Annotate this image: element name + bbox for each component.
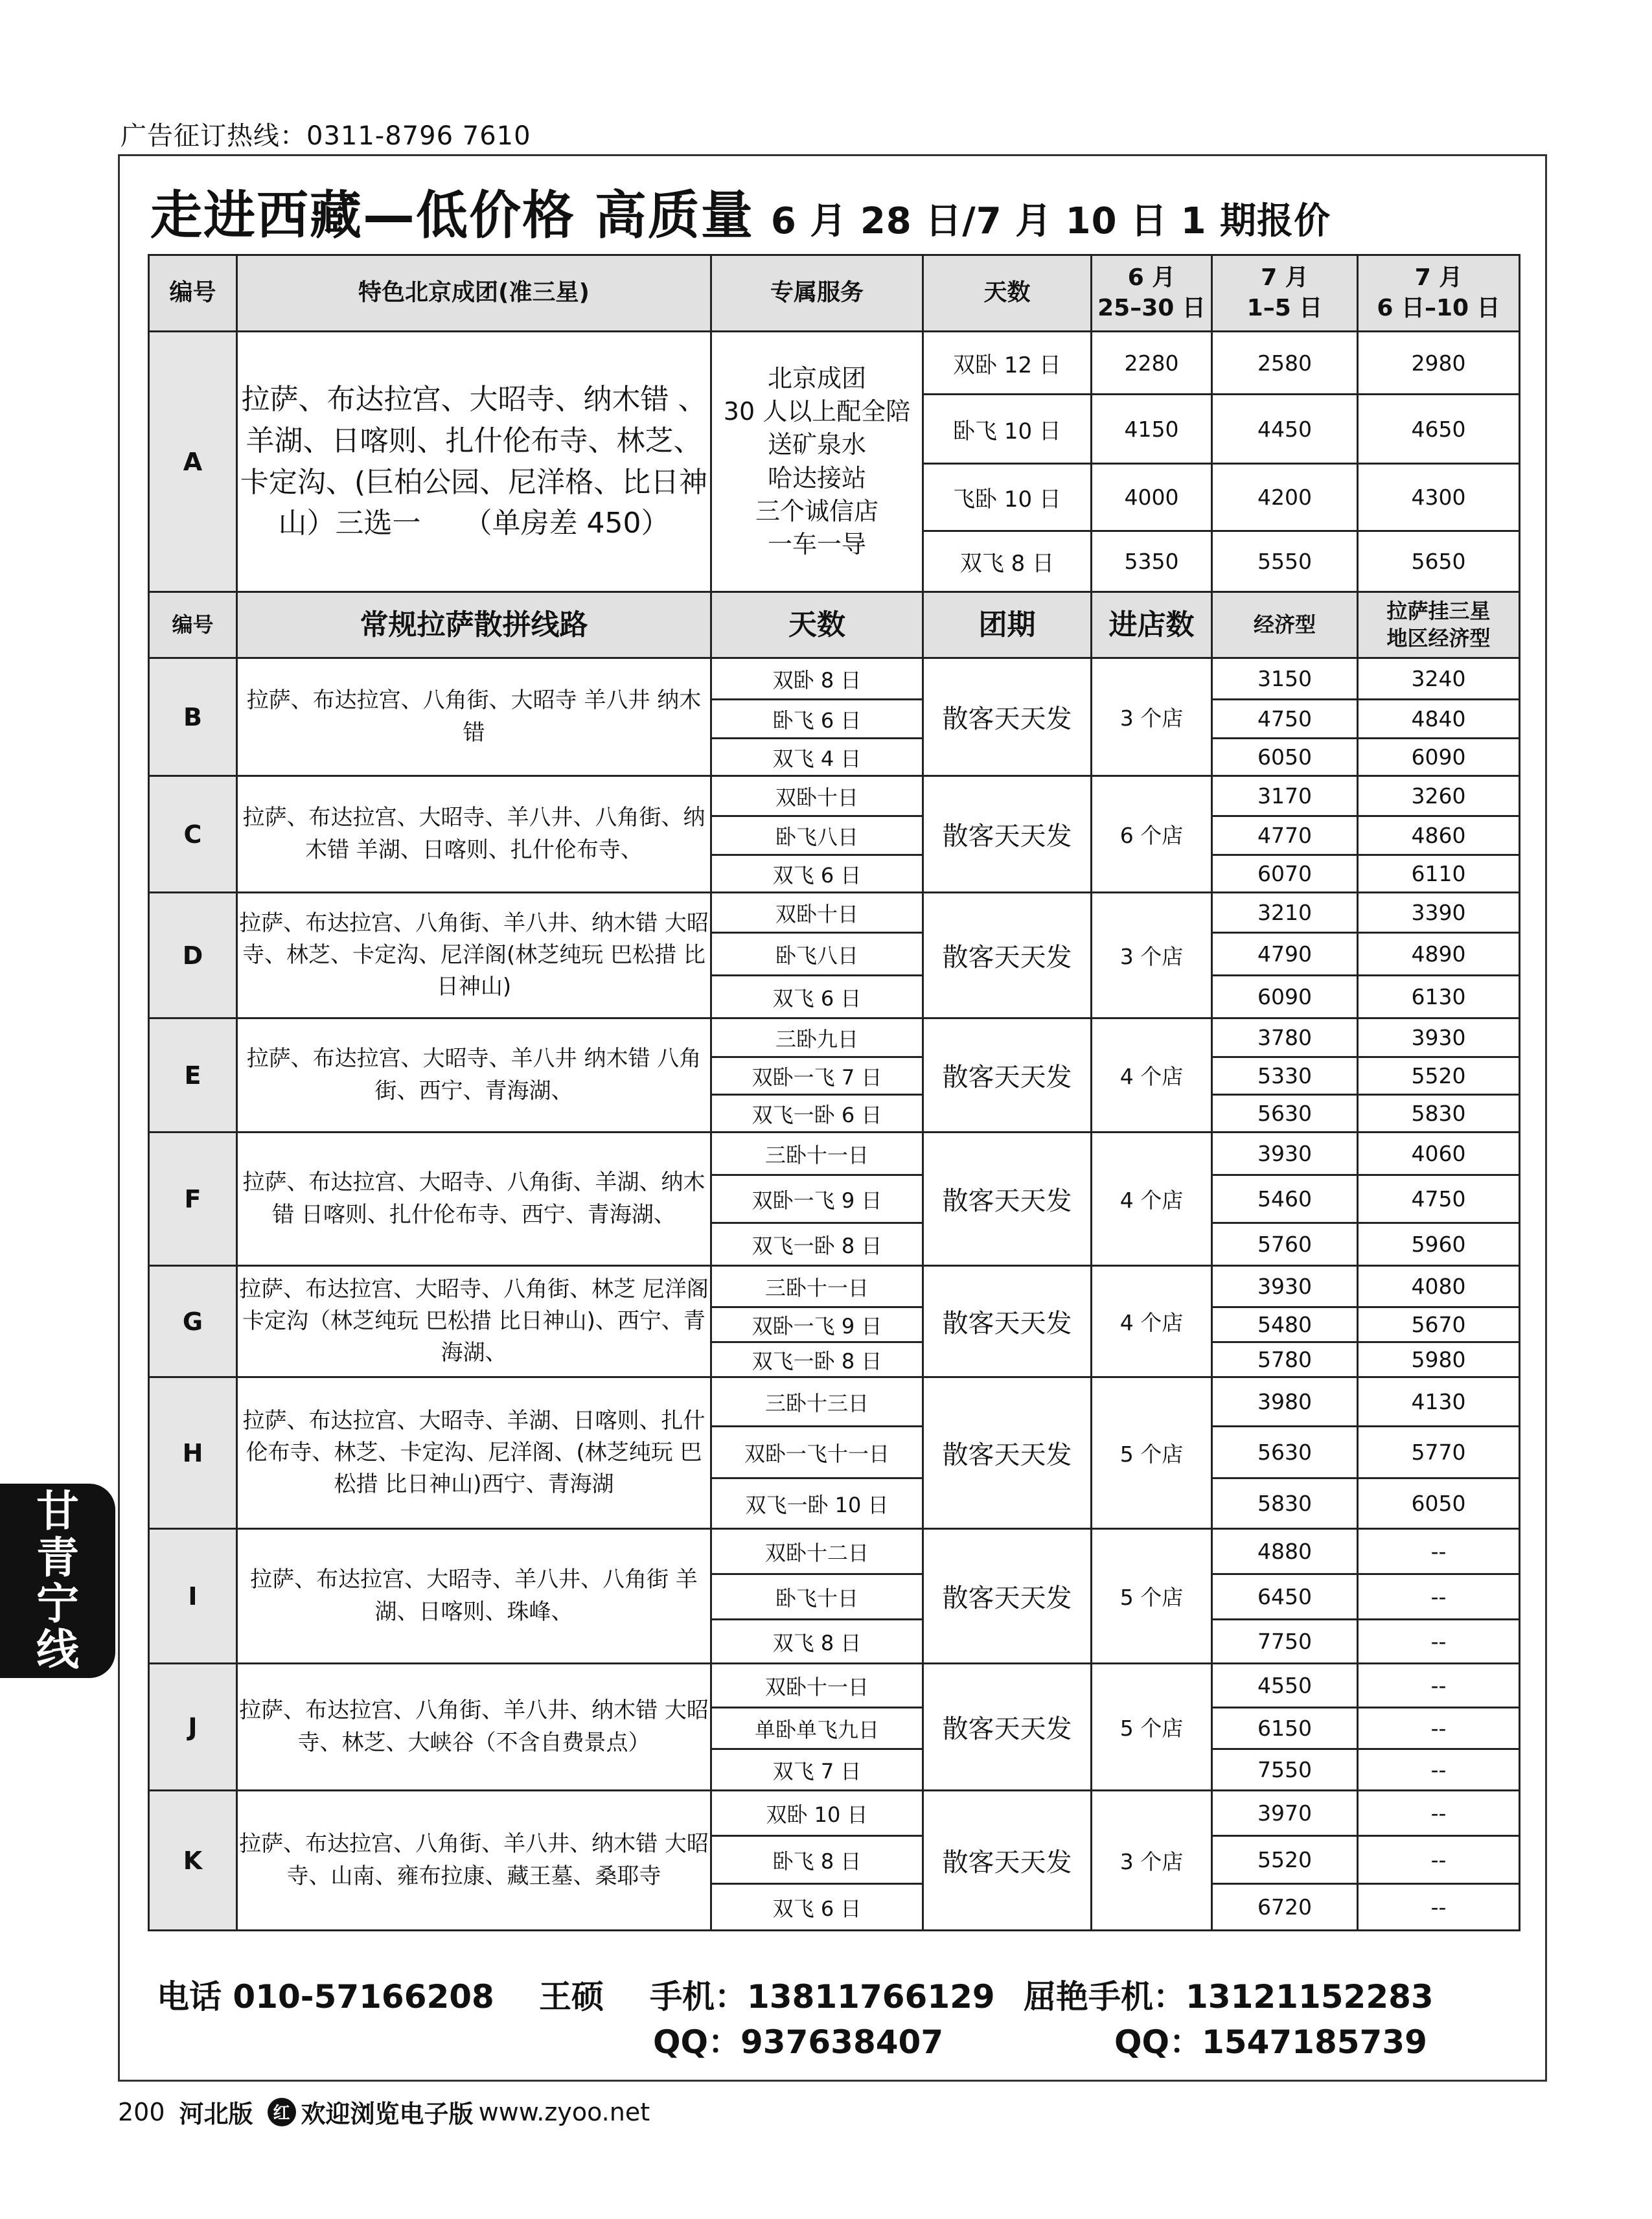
header-code: 编号: [149, 592, 237, 658]
schedule-cell: 散客天天发: [923, 776, 1092, 893]
economy-price-cell: 7750: [1212, 1620, 1358, 1664]
page-title: [150, 174, 1331, 248]
three-star-price-cell: 3930: [1358, 1018, 1520, 1057]
group-route: 拉萨、布达拉宫、大昭寺、八角街、林芝 尼洋阁卡定沟（林芝纯玩 巴松措 比日神山)、西宁、青海湖、: [237, 1266, 711, 1377]
header-three-star: [1358, 592, 1520, 658]
service-item: 30 人以上配全陪: [723, 397, 911, 426]
schedule-cell: 散客天天发: [923, 658, 1092, 776]
three-star-price-cell: 5670: [1358, 1307, 1520, 1342]
header-three-star-line-2: 地区经济型: [1386, 625, 1491, 650]
contact-qq-2: QQ：1547185739: [1114, 2023, 1427, 2061]
schedule-cell: 散客天天发: [923, 1529, 1092, 1664]
title-sub: 6 月 28 日/7 月 10 日 1 期报价: [770, 200, 1331, 242]
ad-hotline: 广告征订热线：0311-8796 7610: [120, 121, 531, 151]
shops-cell: 5 个店: [1092, 1664, 1212, 1791]
header-period-2-line-2: 1–5 日: [1246, 294, 1323, 321]
economy-price-cell: 3980: [1212, 1377, 1358, 1427]
header-period-1-line-1: 6 月: [1127, 264, 1176, 291]
days-cell: 双飞一卧 6 日: [711, 1095, 923, 1132]
schedule-cell: 散客天天发: [923, 893, 1092, 1018]
three-star-price-cell: 6110: [1358, 855, 1520, 893]
days-cell: 双飞 6 日: [711, 1884, 923, 1931]
economy-price-cell: 7550: [1212, 1749, 1358, 1791]
days-cell: 双飞 6 日: [711, 976, 923, 1018]
header-economy: 经济型: [1212, 592, 1358, 658]
economy-price-cell: 3780: [1212, 1018, 1358, 1057]
economy-price-cell: 4770: [1212, 816, 1358, 855]
header-days: 天数: [923, 255, 1092, 332]
shops-cell: 3 个店: [1092, 658, 1212, 776]
days-cell: 卧飞 6 日: [711, 700, 923, 739]
header-period-2: [1212, 255, 1358, 332]
group-row: [149, 658, 1520, 700]
table-a-header-row: [149, 255, 1520, 332]
days-cell: 双卧一飞 7 日: [711, 1057, 923, 1095]
service-item: 北京成团: [767, 363, 866, 393]
economy-price-cell: 5830: [1212, 1478, 1358, 1529]
group-route: 拉萨、布达拉宫、八角街、羊八井、纳木错 大昭寺、山南、雍布拉康、藏王墓、桑耶寺: [237, 1791, 711, 1931]
group-route: 拉萨、布达拉宫、大昭寺、羊湖、日喀则、扎什伦布寺、林芝、卡定沟、尼洋阁、(林芝纯玩 巴松措 比日神山)西宁、青海湖: [237, 1377, 711, 1529]
three-star-price-cell: 5980: [1358, 1342, 1520, 1377]
header-period-3-line-2: 6 日–10 日: [1377, 294, 1500, 321]
days-cell: 双卧 12 日: [923, 332, 1092, 395]
group-route: 拉萨、布达拉宫、大昭寺、羊八井、八角街 羊湖、日喀则、珠峰、: [237, 1529, 711, 1664]
three-star-price-cell: 5520: [1358, 1057, 1520, 1095]
website-link[interactable]: www.zyoo.net: [478, 2097, 650, 2126]
three-star-price-cell: 3260: [1358, 776, 1520, 816]
three-star-price-cell: --: [1358, 1836, 1520, 1884]
group-code: H: [149, 1377, 237, 1529]
three-star-price-cell: 4750: [1358, 1175, 1520, 1223]
header-period-1: [1092, 255, 1212, 332]
group-code: A: [149, 332, 237, 592]
header-period-3: [1358, 255, 1520, 332]
days-cell: 双卧十二日: [711, 1529, 923, 1574]
economy-price-cell: 5520: [1212, 1836, 1358, 1884]
economy-price-cell: 5330: [1212, 1057, 1358, 1095]
page-footer: [118, 2094, 650, 2130]
group-route: 拉萨、布达拉宫、八角街、羊八井、纳木错 大昭寺、林芝、卡定沟、尼洋阁(林芝纯玩 巴松措 比日神山): [237, 893, 711, 1018]
contact-phone: 电话 010-57166208: [157, 1978, 494, 2016]
header-period-3-line-1: 7 月: [1414, 264, 1463, 291]
days-cell: 卧飞八日: [711, 816, 923, 855]
group-route: 拉萨、布达拉宫、大昭寺、羊八井、八角街、纳木错 羊湖、日喀则、扎什伦布寺、: [237, 776, 711, 893]
three-star-price-cell: 3240: [1358, 658, 1520, 700]
days-cell: 双卧一飞 9 日: [711, 1175, 923, 1223]
shops-cell: 4 个店: [1092, 1266, 1212, 1377]
price-cell: 2980: [1358, 332, 1520, 395]
shops-cell: 3 个店: [1092, 893, 1212, 1018]
price-cell: 5650: [1358, 531, 1520, 592]
three-star-price-cell: --: [1358, 1791, 1520, 1836]
days-cell: 卧飞 10 日: [923, 395, 1092, 464]
schedule-cell: 散客天天发: [923, 1132, 1092, 1266]
header-schedule: 团期: [923, 592, 1092, 658]
price-cell: 4000: [1092, 464, 1212, 531]
group-row: [149, 1132, 1520, 1175]
three-star-price-cell: 6090: [1358, 739, 1520, 776]
group-route: 拉萨、布达拉宫、八角街、大昭寺 羊八井 纳木错: [237, 658, 711, 776]
contact-name-1: 王硕: [539, 1978, 604, 2016]
economy-price-cell: 5460: [1212, 1175, 1358, 1223]
header-route: 特色北京成团(准三星): [237, 255, 711, 332]
three-star-price-cell: 4860: [1358, 816, 1520, 855]
economy-price-cell: 6150: [1212, 1708, 1358, 1749]
days-cell: 双飞 8 日: [923, 531, 1092, 592]
days-cell: 双飞一卧 8 日: [711, 1342, 923, 1377]
three-star-price-cell: 5960: [1358, 1223, 1520, 1266]
economy-price-cell: 4750: [1212, 700, 1358, 739]
group-code: B: [149, 658, 237, 776]
price-table: [148, 254, 1520, 1931]
days-cell: 双飞 8 日: [711, 1620, 923, 1664]
schedule-cell: 散客天天发: [923, 1266, 1092, 1377]
economy-price-cell: 6720: [1212, 1884, 1358, 1931]
schedule-cell: 散客天天发: [923, 1377, 1092, 1529]
header-days: 天数: [711, 592, 923, 658]
group-service: [711, 332, 923, 592]
side-tab-char: 甘: [36, 1486, 79, 1537]
days-cell: 双卧一飞 9 日: [711, 1307, 923, 1342]
economy-price-cell: 4550: [1212, 1664, 1358, 1708]
economy-price-cell: 3970: [1212, 1791, 1358, 1836]
group-row: [149, 1791, 1520, 1836]
side-tab-char: 线: [36, 1625, 79, 1675]
days-cell: 双卧十日: [711, 776, 923, 816]
three-star-price-cell: 6130: [1358, 976, 1520, 1018]
days-cell: 卧飞 8 日: [711, 1836, 923, 1884]
contact-mobile-1: 手机：13811766129: [650, 1978, 995, 2016]
group-row: [149, 776, 1520, 816]
group-row: [149, 1266, 1520, 1307]
schedule-cell: 散客天天发: [923, 1791, 1092, 1931]
group-route: 拉萨、布达拉宫、八角街、羊八井、纳木错 大昭寺、林芝、大峡谷（不含自费景点）: [237, 1664, 711, 1791]
page-number: 200: [118, 2097, 165, 2126]
service-item: 哈达接站: [767, 463, 866, 492]
price-cell: 4150: [1092, 395, 1212, 464]
service-item: 送矿泉水: [767, 430, 866, 459]
economy-price-cell: 4790: [1212, 933, 1358, 976]
three-star-price-cell: --: [1358, 1529, 1520, 1574]
shops-cell: 4 个店: [1092, 1132, 1212, 1266]
three-star-price-cell: 6050: [1358, 1478, 1520, 1529]
economy-price-cell: 3150: [1212, 658, 1358, 700]
group-code: D: [149, 893, 237, 1018]
contact-mobile-2: 屈艳手机：13121152283: [1024, 1978, 1434, 2016]
economy-price-cell: 6090: [1212, 976, 1358, 1018]
days-cell: 双卧十日: [711, 893, 923, 933]
price-cell: 2580: [1212, 332, 1358, 395]
three-star-price-cell: --: [1358, 1664, 1520, 1708]
price-cell: 5350: [1092, 531, 1212, 592]
days-cell: 双飞 7 日: [711, 1749, 923, 1791]
group-code: K: [149, 1791, 237, 1931]
header-code: 编号: [149, 255, 237, 332]
days-cell: 双飞 4 日: [711, 739, 923, 776]
three-star-price-cell: 4130: [1358, 1377, 1520, 1427]
economy-price-cell: 3930: [1212, 1132, 1358, 1175]
days-cell: 双飞一卧 8 日: [711, 1223, 923, 1266]
edition-label: 河北版: [179, 2100, 253, 2128]
days-cell: 三卧十一日: [711, 1266, 923, 1307]
days-cell: 双卧 8 日: [711, 658, 923, 700]
days-cell: 卧飞八日: [711, 933, 923, 976]
days-cell: 飞卧 10 日: [923, 464, 1092, 531]
economy-price-cell: 3930: [1212, 1266, 1358, 1307]
group-code: F: [149, 1132, 237, 1266]
days-cell: 双卧一飞十一日: [711, 1427, 923, 1478]
days-cell: 三卧九日: [711, 1018, 923, 1057]
price-cell: 4300: [1358, 464, 1520, 531]
group-code: G: [149, 1266, 237, 1377]
header-service: 专属服务: [711, 255, 923, 332]
economy-price-cell: 5630: [1212, 1095, 1358, 1132]
economy-price-cell: 6070: [1212, 855, 1358, 893]
header-shops: 进店数: [1092, 592, 1212, 658]
group-row: [149, 1664, 1520, 1708]
magazine-logo-icon: 红: [268, 2098, 296, 2126]
price-cell: 4650: [1358, 395, 1520, 464]
group-route: 拉萨、布达拉宫、大昭寺、纳木错 、羊湖、日喀则、扎什伦布寺、林芝、卡定沟、(巨柏公园、尼洋格、比日神山）三选一 （单房差 450）: [237, 332, 711, 592]
three-star-price-cell: 5830: [1358, 1095, 1520, 1132]
days-cell: 双飞一卧 10 日: [711, 1478, 923, 1529]
shops-cell: 4 个店: [1092, 1018, 1212, 1132]
economy-price-cell: 5480: [1212, 1307, 1358, 1342]
three-star-price-cell: 4080: [1358, 1266, 1520, 1307]
price-cell: 5550: [1212, 531, 1358, 592]
group-code: I: [149, 1529, 237, 1664]
economy-price-cell: 5760: [1212, 1223, 1358, 1266]
days-cell: 卧飞十日: [711, 1574, 923, 1620]
group-row: [149, 1377, 1520, 1427]
header-three-star-line-1: 拉萨挂三星: [1386, 598, 1491, 623]
side-tab-char: 青: [36, 1532, 79, 1583]
service-item: 三个诚信店: [755, 496, 878, 525]
days-cell: 双卧 10 日: [711, 1791, 923, 1836]
shops-cell: 5 个店: [1092, 1529, 1212, 1664]
shops-cell: 6 个店: [1092, 776, 1212, 893]
shops-cell: 3 个店: [1092, 1791, 1212, 1931]
table-b-header-row: [149, 592, 1520, 658]
group-row: [149, 1529, 1520, 1574]
three-star-price-cell: --: [1358, 1620, 1520, 1664]
economy-price-cell: 4880: [1212, 1529, 1358, 1574]
three-star-price-cell: --: [1358, 1884, 1520, 1931]
group-row: [149, 1018, 1520, 1057]
schedule-cell: 散客天天发: [923, 1664, 1092, 1791]
economy-price-cell: 5780: [1212, 1342, 1358, 1377]
welcome-text: 欢迎浏览电子版: [301, 2100, 474, 2128]
days-cell: 三卧十三日: [711, 1377, 923, 1427]
header-period-2-line-1: 7 月: [1261, 264, 1309, 291]
price-cell: 2280: [1092, 332, 1212, 395]
group-code: C: [149, 776, 237, 893]
section-side-tab: [0, 1484, 115, 1678]
three-star-price-cell: 4890: [1358, 933, 1520, 976]
three-star-price-cell: 5770: [1358, 1427, 1520, 1478]
economy-price-cell: 6050: [1212, 739, 1358, 776]
economy-price-cell: 5630: [1212, 1427, 1358, 1478]
economy-price-cell: 3210: [1212, 893, 1358, 933]
group-row: [149, 893, 1520, 933]
group-route: 拉萨、布达拉宫、大昭寺、羊八井 纳木错 八角街、西宁、青海湖、: [237, 1018, 711, 1132]
schedule-cell: 散客天天发: [923, 1018, 1092, 1132]
days-cell: 双卧十一日: [711, 1664, 923, 1708]
three-star-price-cell: 4840: [1358, 700, 1520, 739]
days-cell: 三卧十一日: [711, 1132, 923, 1175]
three-star-price-cell: 4060: [1358, 1132, 1520, 1175]
side-tab-char: 宁: [36, 1579, 79, 1629]
three-star-price-cell: --: [1358, 1749, 1520, 1791]
economy-price-cell: 3170: [1212, 776, 1358, 816]
days-cell: 单卧单飞九日: [711, 1708, 923, 1749]
group-a-row: [149, 332, 1520, 395]
days-cell: 双飞 6 日: [711, 855, 923, 893]
header-route: 常规拉萨散拼线路: [237, 592, 711, 658]
contact-qq-1: QQ：937638407: [653, 2023, 944, 2061]
shops-cell: 5 个店: [1092, 1377, 1212, 1529]
economy-price-cell: 6450: [1212, 1574, 1358, 1620]
price-cell: 4450: [1212, 395, 1358, 464]
three-star-price-cell: --: [1358, 1574, 1520, 1620]
service-item: 一车一导: [767, 530, 866, 559]
group-code: E: [149, 1018, 237, 1132]
group-code: J: [149, 1664, 237, 1791]
title-main: 走进西藏—低价格 高质量: [150, 185, 754, 246]
three-star-price-cell: --: [1358, 1708, 1520, 1749]
group-route: 拉萨、布达拉宫、大昭寺、八角街、羊湖、纳木错 日喀则、扎什伦布寺、西宁、青海湖、: [237, 1132, 711, 1266]
header-period-1-line-2: 25–30 日: [1097, 294, 1206, 321]
three-star-price-cell: 3390: [1358, 893, 1520, 933]
price-cell: 4200: [1212, 464, 1358, 531]
